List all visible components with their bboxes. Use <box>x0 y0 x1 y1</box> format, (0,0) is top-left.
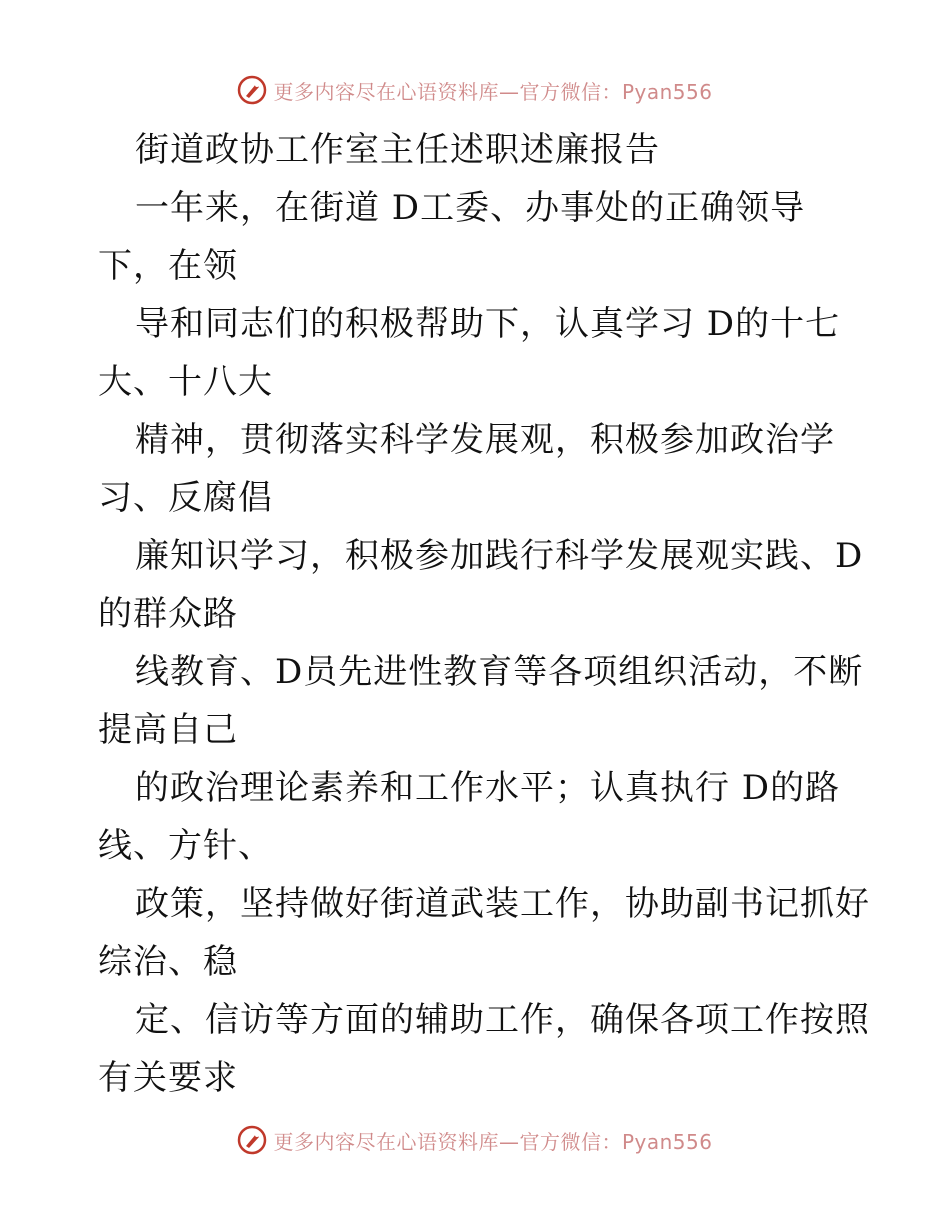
paragraph-line: 的群众路 <box>98 594 238 634</box>
paragraph-line: 廉知识学习，积极参加践行科学发展观实践、D <box>135 536 864 576</box>
paragraph-line: 习、反腐倡 <box>98 478 273 518</box>
paragraph-line: 精神，贯彻落实科学发展观，积极参加政治学 <box>135 420 835 460</box>
paragraph-line: 一年来，在街道 D工委、办事处的正确领导 <box>135 188 806 228</box>
paragraph-line: 政策，坚持做好街道武装工作，协助副书记抓好 <box>135 884 870 924</box>
document-title: 街道政协工作室主任述职述廉报告 <box>135 130 660 170</box>
paragraph-line: 综治、稳 <box>98 942 238 982</box>
paragraph-line: 导和同志们的积极帮助下，认真学习 D的十七 <box>135 304 841 344</box>
watermark-banner-bottom <box>0 1120 950 1160</box>
paragraph-line: 定、信访等方面的辅助工作，确保各项工作按照 <box>135 1000 870 1040</box>
paragraph-line: 的政治理论素养和工作水平；认真执行 D的路 <box>135 768 841 808</box>
watermark-banner-top <box>0 70 950 110</box>
paragraph-line: 大、十八大 <box>98 362 273 402</box>
paragraph-line: 提高自己 <box>98 710 238 750</box>
paragraph-line: 有关要求 <box>98 1058 238 1098</box>
pen-nib-seal-icon <box>237 75 267 105</box>
pen-nib-seal-icon <box>237 1125 267 1155</box>
paragraph-line: 线、方针、 <box>98 826 273 866</box>
watermark-text: 更多内容尽在心语资料库—官方微信：Pyan556 <box>273 1129 713 1154</box>
paragraph-line: 下，在领 <box>98 246 238 286</box>
paragraph-line: 线教育、D员先进性教育等各项组织活动，不断 <box>135 652 864 692</box>
watermark-text: 更多内容尽在心语资料库—官方微信：Pyan556 <box>273 79 713 104</box>
